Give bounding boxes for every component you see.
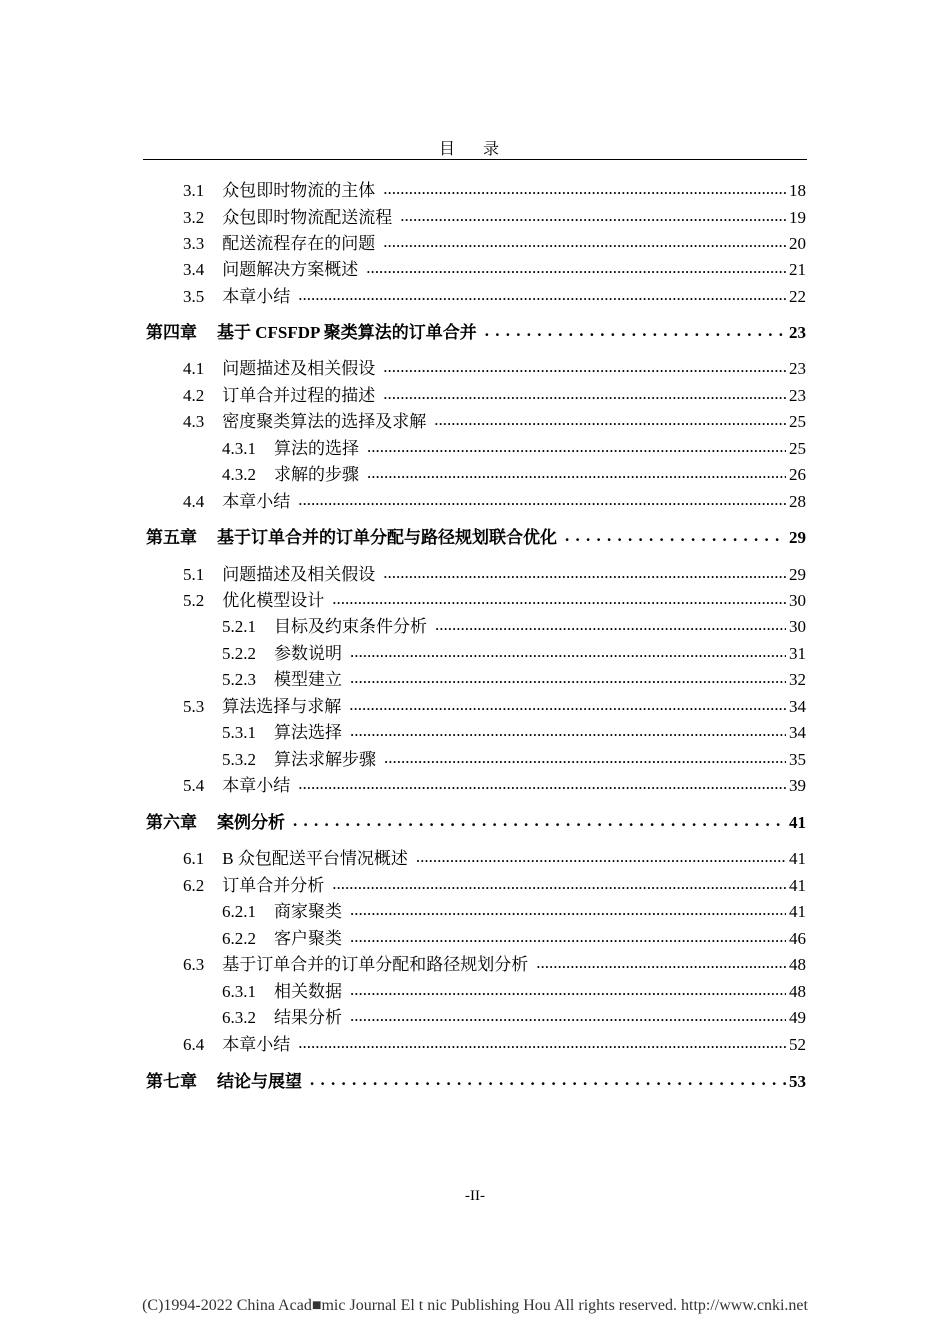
toc-entry-title: 订单合并分析 bbox=[222, 876, 325, 895]
toc-entry[interactable] bbox=[222, 745, 806, 770]
toc-entry-title: 基于 CFSFDP 聚类算法的订单合并 bbox=[217, 323, 477, 342]
dot-leader bbox=[298, 774, 786, 791]
toc-entry-number: 3.3 bbox=[183, 234, 205, 253]
toc-entry-page: 29 bbox=[789, 528, 806, 547]
dot-leader bbox=[332, 874, 786, 891]
toc-entry[interactable] bbox=[222, 977, 806, 1002]
toc-entry-number: 4.1 bbox=[183, 359, 205, 378]
toc-entry-number: 5.3.2 bbox=[222, 750, 256, 769]
toc-entry-number: 4.4 bbox=[183, 492, 205, 511]
toc-entry-page: 53 bbox=[789, 1072, 806, 1091]
toc-entry[interactable] bbox=[183, 229, 806, 254]
toc-entry-number: 5.4 bbox=[183, 776, 205, 795]
toc-entry-title: 本章小结 bbox=[222, 287, 291, 306]
dot-leader bbox=[332, 589, 786, 606]
toc-entry-number: 3.1 bbox=[183, 181, 205, 200]
toc-entry[interactable] bbox=[222, 924, 806, 949]
dot-leader bbox=[310, 1070, 786, 1087]
dot-leader bbox=[383, 179, 786, 196]
toc-entry[interactable] bbox=[183, 203, 806, 228]
toc-entry-page: 35 bbox=[789, 750, 806, 769]
toc-entry[interactable] bbox=[222, 460, 806, 485]
toc-entry-page: 19 bbox=[789, 208, 806, 227]
toc-entry[interactable] bbox=[222, 897, 806, 922]
toc-chapter-entry[interactable] bbox=[146, 808, 806, 833]
dot-leader bbox=[434, 410, 786, 427]
toc-entry-page: 25 bbox=[789, 439, 806, 458]
toc-entry-number: 6.3.2 bbox=[222, 1008, 256, 1027]
toc-entry-title: 模型建立 bbox=[274, 670, 342, 689]
toc-entry[interactable] bbox=[183, 487, 806, 512]
toc-entry-page: 34 bbox=[789, 697, 806, 716]
toc-entry-number: 第五章 bbox=[146, 528, 197, 547]
toc-entry-page: 30 bbox=[789, 617, 806, 636]
toc-entry-page: 48 bbox=[789, 955, 806, 974]
dot-leader bbox=[383, 384, 786, 401]
toc-entry-page: 48 bbox=[789, 982, 806, 1001]
page-number: -II- bbox=[465, 1188, 485, 1204]
toc-entry-number: 6.1 bbox=[183, 849, 205, 868]
toc-entry-title: 结果分析 bbox=[274, 1008, 342, 1027]
toc-entry[interactable] bbox=[183, 692, 806, 717]
dot-leader bbox=[366, 258, 786, 275]
toc-entry-title: 密度聚类算法的选择及求解 bbox=[222, 412, 427, 431]
toc-entry-title: 本章小结 bbox=[222, 1035, 291, 1054]
toc-entry-number: 5.1 bbox=[183, 565, 205, 584]
toc-entry-title: 结论与展望 bbox=[217, 1072, 302, 1091]
dot-leader bbox=[383, 357, 786, 374]
toc-entry[interactable] bbox=[183, 255, 806, 280]
dot-leader bbox=[435, 615, 786, 632]
toc-entry-page: 30 bbox=[789, 591, 806, 610]
toc-entry-title: 算法求解步骤 bbox=[274, 750, 376, 769]
toc-entry-number: 第四章 bbox=[146, 323, 197, 342]
page-header-title: 目 录 bbox=[438, 141, 511, 158]
toc-entry-number: 第七章 bbox=[146, 1072, 197, 1091]
dot-leader bbox=[298, 490, 786, 507]
toc-entry-title: 算法选择 bbox=[274, 723, 342, 742]
toc-entry[interactable] bbox=[183, 381, 806, 406]
toc-entry[interactable] bbox=[183, 282, 806, 307]
toc-entry-page: 23 bbox=[789, 359, 806, 378]
toc-entry-title: 求解的步骤 bbox=[274, 465, 359, 484]
header-rule bbox=[143, 159, 807, 160]
toc-entry[interactable] bbox=[222, 612, 806, 637]
toc-entry-title: 算法选择与求解 bbox=[222, 697, 342, 716]
toc-entry-number: 6.2.1 bbox=[222, 902, 256, 921]
toc-entry-number: 5.2 bbox=[183, 591, 205, 610]
toc-entry-title: 基于订单合并的订单分配和路径规划分析 bbox=[222, 955, 529, 974]
toc-entry-page: 46 bbox=[789, 929, 806, 948]
toc-entry-title: 基于订单合并的订单分配与路径规划联合优化 bbox=[217, 528, 557, 547]
toc-entry-page: 41 bbox=[789, 876, 806, 895]
toc-entry[interactable] bbox=[222, 665, 806, 690]
dot-leader bbox=[485, 321, 786, 338]
toc-entry[interactable] bbox=[183, 844, 806, 869]
toc-chapter-entry[interactable] bbox=[146, 523, 806, 548]
toc-entry-number: 3.4 bbox=[183, 260, 205, 279]
dot-leader bbox=[383, 232, 786, 249]
toc-entry-number: 5.2.1 bbox=[222, 617, 256, 636]
toc-entry-number: 第六章 bbox=[146, 813, 197, 832]
toc-entry-page: 28 bbox=[789, 492, 806, 511]
dot-leader bbox=[350, 927, 786, 944]
toc-chapter-entry[interactable] bbox=[146, 1067, 806, 1092]
toc-entry-number: 3.5 bbox=[183, 287, 205, 306]
toc-entry[interactable] bbox=[183, 771, 806, 796]
toc-entry-title: 算法的选择 bbox=[274, 439, 359, 458]
toc-entry-page: 20 bbox=[789, 234, 806, 253]
toc-entry-number: 5.2.3 bbox=[222, 670, 256, 689]
toc-entry-page: 29 bbox=[789, 565, 806, 584]
toc-entry-number: 6.3.1 bbox=[222, 982, 256, 1001]
toc-entry-number: 4.3.1 bbox=[222, 439, 256, 458]
toc-entry-title: 众包即时物流配送流程 bbox=[222, 208, 393, 227]
toc-entry-number: 5.3 bbox=[183, 697, 205, 716]
dot-leader bbox=[367, 463, 786, 480]
dot-leader bbox=[293, 811, 786, 828]
toc-entry-title: 优化模型设计 bbox=[222, 591, 325, 610]
dot-leader bbox=[383, 563, 786, 580]
toc-entry-title: B 众包配送平台情况概述 bbox=[222, 849, 408, 868]
toc-entry[interactable] bbox=[183, 950, 806, 975]
toc-entry-number: 3.2 bbox=[183, 208, 205, 227]
dot-leader bbox=[350, 980, 786, 997]
toc-entry[interactable] bbox=[222, 434, 806, 459]
toc-entry-title: 订单合并过程的描述 bbox=[222, 386, 376, 405]
toc-entry-page: 41 bbox=[789, 813, 806, 832]
dot-leader bbox=[565, 526, 786, 543]
dot-leader bbox=[350, 900, 786, 917]
toc-entry-title: 商家聚类 bbox=[274, 902, 342, 921]
toc-entry-title: 相关数据 bbox=[274, 982, 342, 1001]
toc-entry-title: 本章小结 bbox=[222, 776, 291, 795]
toc-entry-page: 18 bbox=[789, 181, 806, 200]
dot-leader bbox=[350, 1006, 786, 1023]
dot-leader bbox=[298, 1033, 786, 1050]
toc-entry-page: 25 bbox=[789, 412, 806, 431]
toc-entry-number: 5.2.2 bbox=[222, 644, 256, 663]
toc-entry-number: 6.2 bbox=[183, 876, 205, 895]
toc-entry[interactable] bbox=[183, 586, 806, 611]
dot-leader bbox=[416, 847, 786, 864]
toc-chapter-entry[interactable] bbox=[146, 318, 806, 343]
dot-leader bbox=[350, 721, 786, 738]
toc-entry[interactable] bbox=[183, 560, 806, 585]
toc-entry[interactable] bbox=[183, 407, 806, 432]
dot-leader bbox=[367, 437, 786, 454]
dot-leader bbox=[536, 953, 786, 970]
toc-entry-title: 问题描述及相关假设 bbox=[222, 565, 376, 584]
toc-entry[interactable] bbox=[183, 871, 806, 896]
toc-entry-page: 21 bbox=[789, 260, 806, 279]
toc-entry-page: 23 bbox=[789, 323, 806, 342]
toc-entry-page: 41 bbox=[789, 849, 806, 868]
toc-entry-number: 4.2 bbox=[183, 386, 205, 405]
toc-entry[interactable] bbox=[183, 354, 806, 379]
toc-entry[interactable] bbox=[222, 639, 806, 664]
toc-entry-title: 本章小结 bbox=[222, 492, 291, 511]
toc-entry-page: 32 bbox=[789, 670, 806, 689]
toc-entry[interactable] bbox=[183, 1030, 806, 1055]
toc-entry-title: 问题解决方案概述 bbox=[222, 260, 359, 279]
dot-leader bbox=[350, 642, 786, 659]
copyright-notice: (C)1994-2022 China Acad■mic Journal El t nic Publishing Hou All rights reserved. http://www.cnki.net bbox=[142, 1297, 808, 1314]
toc-entry-page: 52 bbox=[789, 1035, 806, 1054]
toc-entry-number: 6.4 bbox=[183, 1035, 205, 1054]
toc-entry-page: 34 bbox=[789, 723, 806, 742]
toc-entry-number: 5.3.1 bbox=[222, 723, 256, 742]
toc-entry-title: 配送流程存在的问题 bbox=[222, 234, 376, 253]
toc-entry-title: 目标及约束条件分析 bbox=[274, 617, 427, 636]
toc-entry-number: 4.3 bbox=[183, 412, 205, 431]
toc-entry-page: 23 bbox=[789, 386, 806, 405]
toc-entry-number: 4.3.2 bbox=[222, 465, 256, 484]
toc-entry-number: 6.3 bbox=[183, 955, 205, 974]
dot-leader bbox=[298, 285, 786, 302]
toc-entry-page: 41 bbox=[789, 902, 806, 921]
dot-leader bbox=[384, 748, 786, 765]
dot-leader bbox=[349, 695, 786, 712]
toc-entry-number: 6.2.2 bbox=[222, 929, 256, 948]
toc-entry-page: 31 bbox=[789, 644, 806, 663]
toc-entry-title: 问题描述及相关假设 bbox=[222, 359, 376, 378]
toc-entry-title: 众包即时物流的主体 bbox=[222, 181, 376, 200]
dot-leader bbox=[350, 668, 786, 685]
toc-entry[interactable] bbox=[183, 176, 806, 201]
toc-entry-title: 客户聚类 bbox=[274, 929, 342, 948]
toc-entry[interactable] bbox=[222, 718, 806, 743]
toc-entry-page: 22 bbox=[789, 287, 806, 306]
toc-entry-page: 49 bbox=[789, 1008, 806, 1027]
toc-entry-page: 39 bbox=[789, 776, 806, 795]
toc-entry[interactable] bbox=[222, 1003, 806, 1028]
toc-entry-title: 参数说明 bbox=[274, 644, 342, 663]
toc-entry-page: 26 bbox=[789, 465, 806, 484]
toc-entry-title: 案例分析 bbox=[217, 813, 285, 832]
dot-leader bbox=[400, 206, 786, 223]
